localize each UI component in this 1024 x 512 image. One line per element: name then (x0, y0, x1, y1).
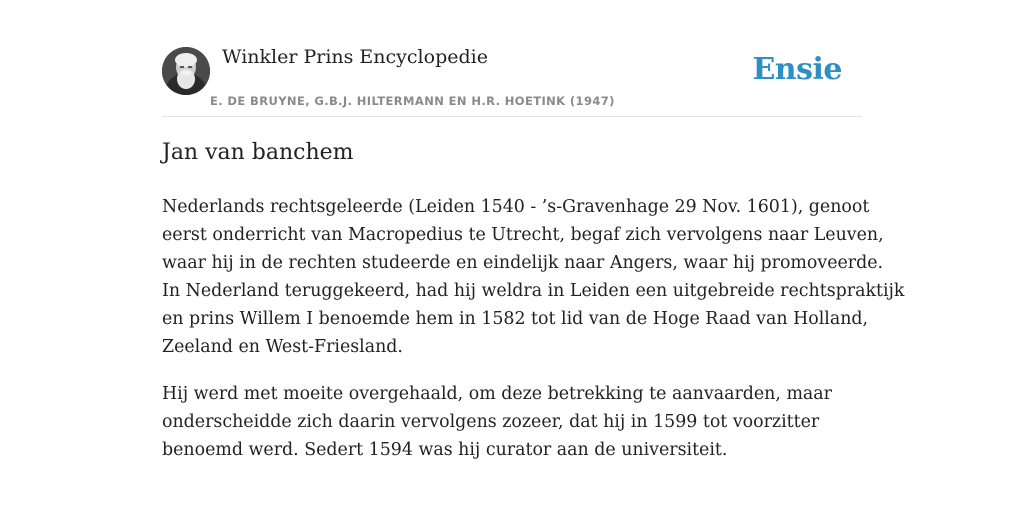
paragraph-2 (162, 380, 862, 464)
paragraph-line: onderscheidde zich daarin vervolgens zozeer, dat hij in 1599 tot voorzitter (162, 412, 820, 432)
paragraph-line: Hij werd met moeite overgehaald, om deze betrekking te aanvaarden, maar (162, 384, 832, 404)
paragraph-line: In Nederland teruggekeerd, had hij weldra in Leiden een uitgebreide rechtspraktijk (162, 281, 905, 301)
publication-header (162, 44, 862, 117)
article-body (162, 193, 905, 483)
paragraph-line: Nederlands rechtsgeleerde (Leiden 1540 - ’s-Gravenhage 29 Nov. 1601), genoot (162, 197, 870, 217)
paragraph-line: en prins Willem I benoemde hem in 1582 tot lid van de Hoge Raad van Holland, (162, 309, 869, 329)
paragraph-line: benoemd werd. Sedert 1594 was hij curator aan de universiteit. (162, 440, 728, 460)
publication-title[interactable]: Winkler Prins Encyclopedie (222, 46, 488, 68)
paragraph-line: Zeeland en West-Friesland. (162, 337, 403, 357)
ensie-logo[interactable]: Ensie (752, 52, 842, 87)
author-avatar[interactable] (162, 47, 210, 95)
article-title: Jan van banchem (162, 140, 354, 165)
bearded-man-portrait-icon (162, 47, 210, 95)
publication-authors: E. DE BRUYNE, G.B.J. HILTERMANN EN H.R. HOETINK (1947) (210, 94, 615, 108)
paragraph-line: waar hij in de rechten studeerde en eindelijk naar Angers, waar hij promoveerde. (162, 253, 884, 273)
paragraph-line: eerst onderricht van Macropedius te Utrecht, begaf zich vervolgens naar Leuven, (162, 225, 884, 245)
paragraph-1 (162, 193, 905, 361)
